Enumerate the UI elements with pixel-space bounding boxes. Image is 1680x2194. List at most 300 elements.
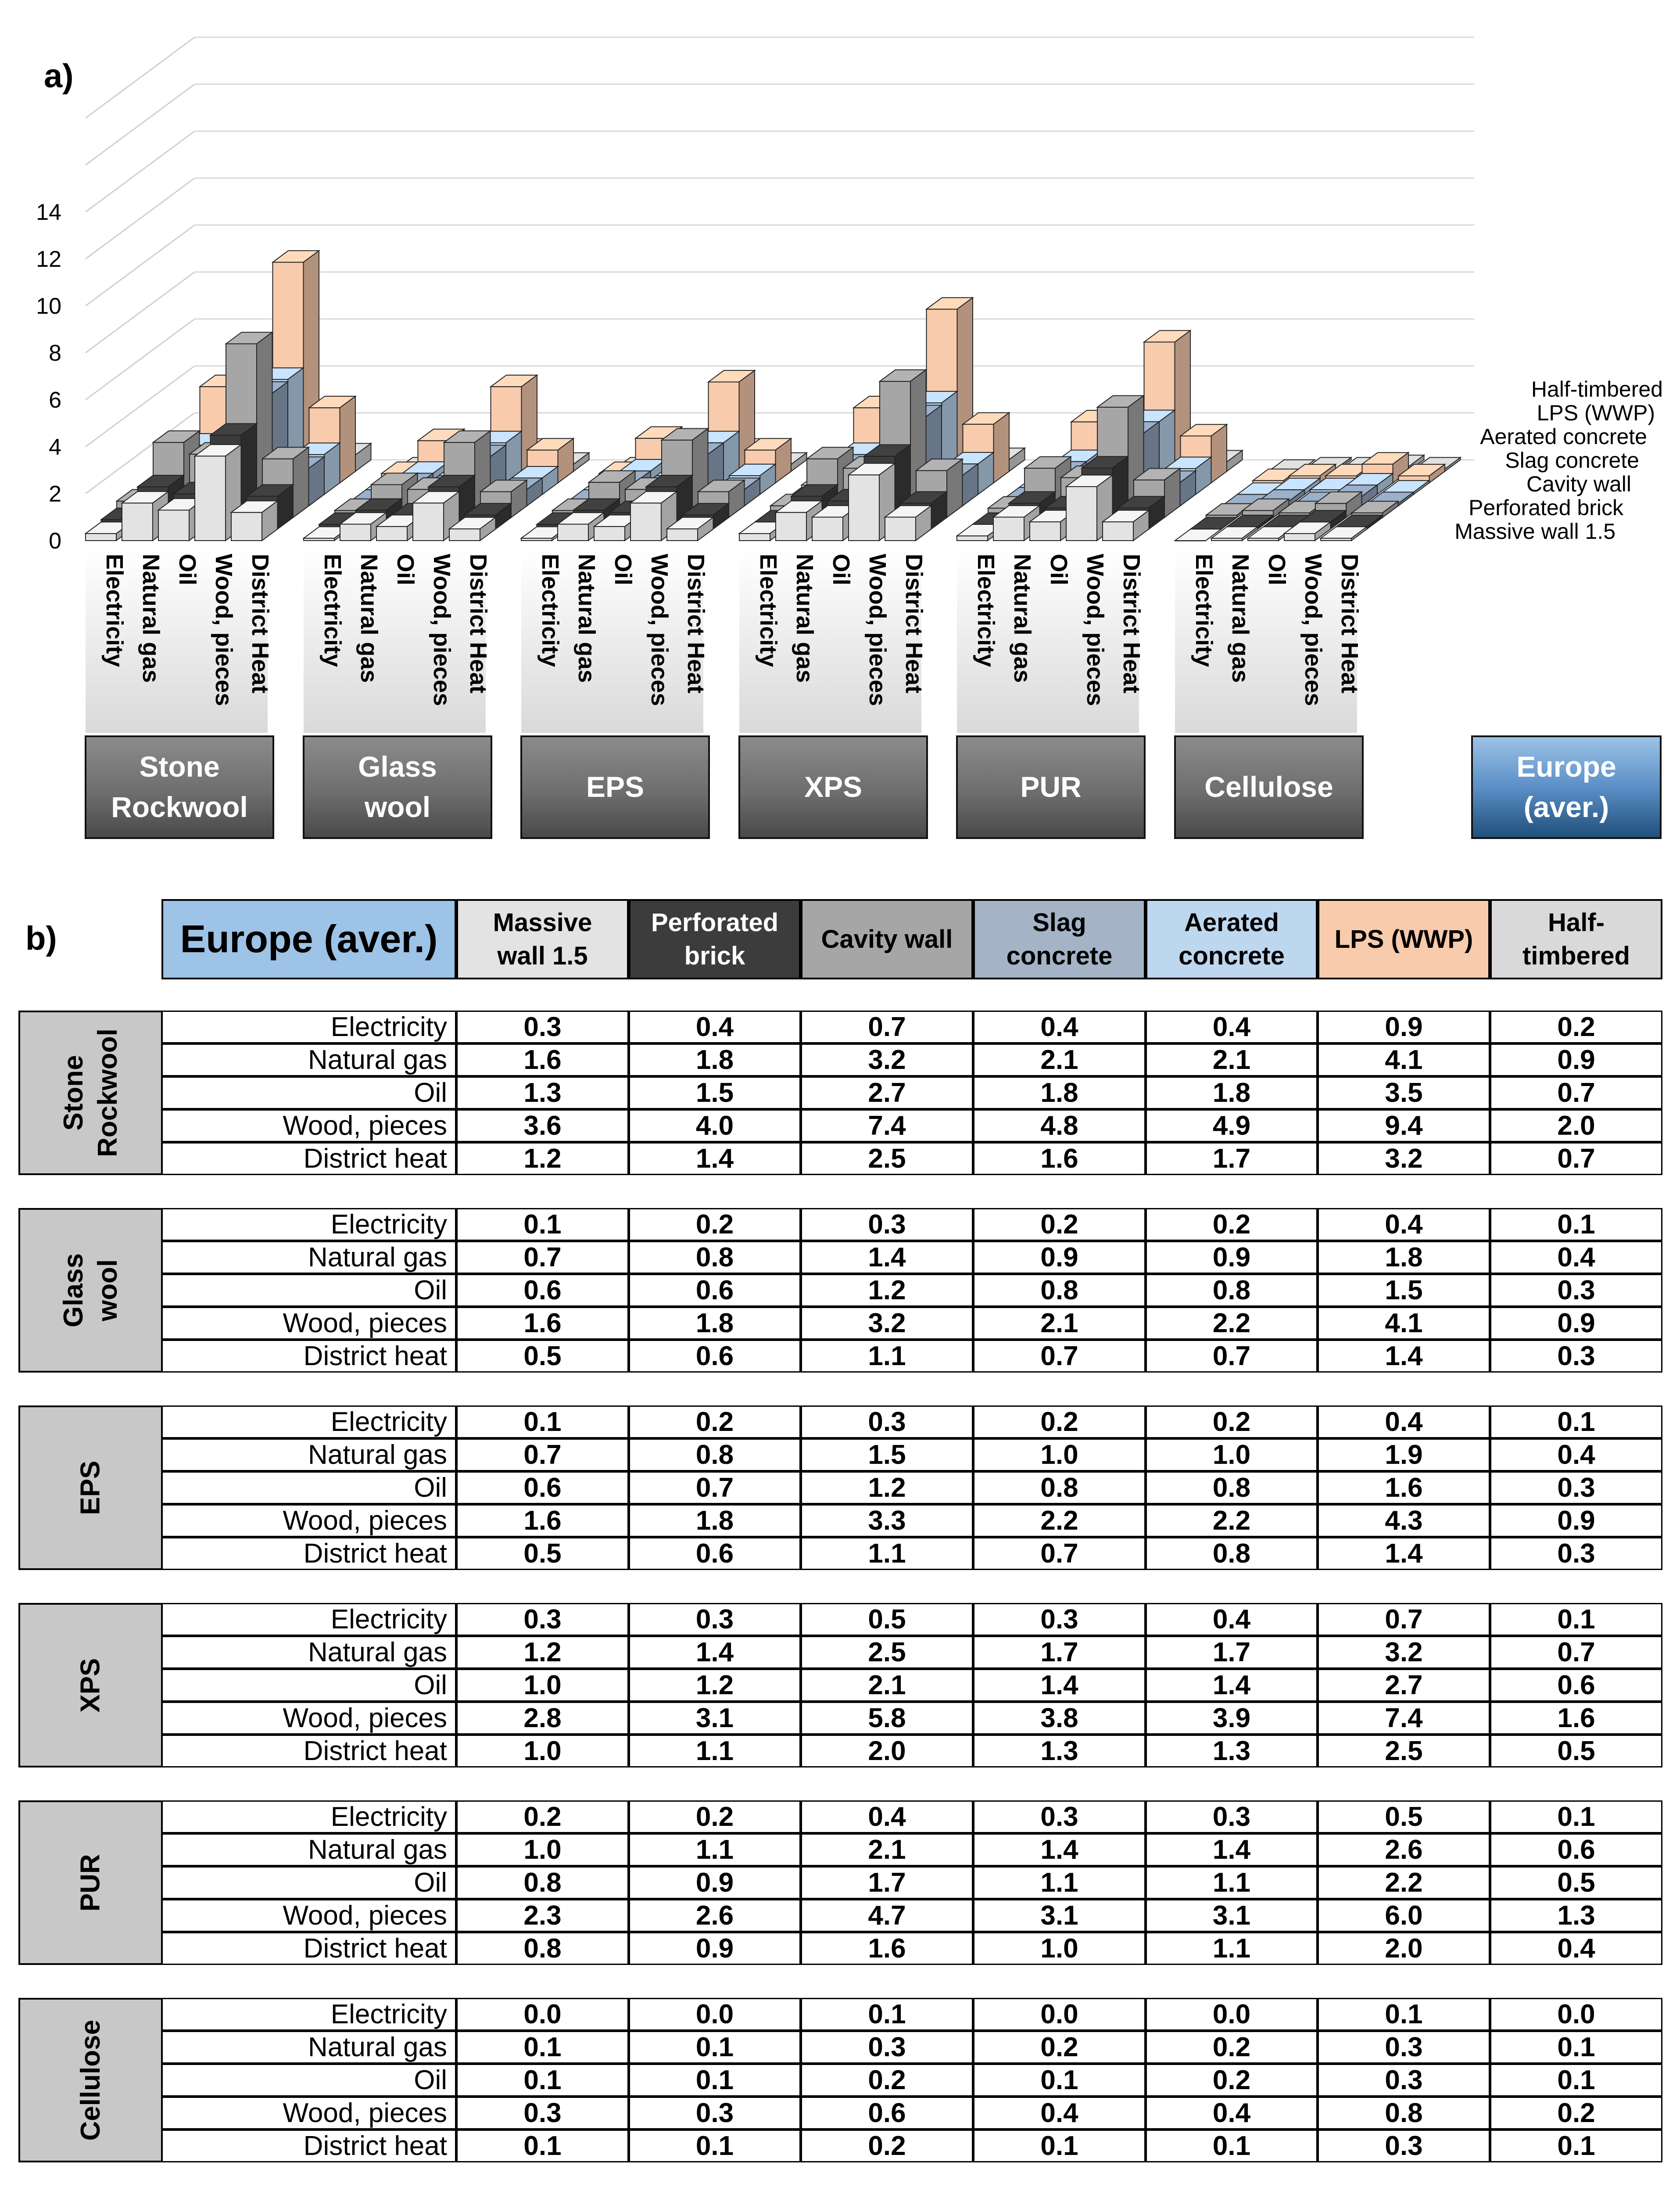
gridline-side [86, 225, 195, 306]
table-cell: 0.4 [1490, 1932, 1662, 1965]
table-cell: 1.6 [456, 1504, 629, 1537]
column-header: Half- timbered [1490, 899, 1662, 979]
table-cell: 3.2 [801, 1043, 973, 1076]
table-cell: 0.6 [456, 1471, 629, 1504]
row-label: Wood, pieces [161, 1109, 456, 1142]
table-cell: 4.8 [973, 1109, 1146, 1142]
table-cell: 0.5 [1490, 1735, 1662, 1767]
table-cell: 0.1 [801, 1998, 973, 2031]
table-cell: 2.8 [456, 1702, 629, 1735]
group-label: PUR [75, 1854, 106, 1911]
table-cell: 3.8 [973, 1702, 1146, 1735]
table-cell: 0.2 [629, 1800, 801, 1833]
row-label: Electricity [161, 1208, 456, 1241]
row-label: District heat [161, 1537, 456, 1570]
table-cell: 1.7 [1146, 1142, 1318, 1175]
gridline-side [86, 319, 195, 400]
table-cell: 1.4 [629, 1636, 801, 1669]
category-label: District Heat [1336, 554, 1363, 694]
row-label: District heat [161, 1735, 456, 1767]
table-cell: 0.6 [801, 2097, 973, 2129]
table-cell: 1.5 [1318, 1274, 1490, 1307]
table-cell: 2.0 [1318, 1932, 1490, 1965]
row-label: Natural gas [161, 1833, 456, 1866]
table-cell: 1.4 [801, 1241, 973, 1274]
table-cell: 0.3 [1318, 2031, 1490, 2064]
table-cell: 1.4 [1146, 1833, 1318, 1866]
table-title: Europe (aver.) [161, 899, 456, 979]
row-label: Oil [161, 2064, 456, 2097]
table-cell: 0.4 [1490, 1438, 1662, 1471]
group-button [957, 736, 1145, 838]
table-cell: 1.0 [973, 1932, 1146, 1965]
table-cell: 2.1 [801, 1669, 973, 1702]
row-label: Oil [161, 1866, 456, 1899]
category-label: Natural gas [1009, 554, 1035, 683]
row-label: District heat [161, 2129, 456, 2162]
table-cell: 0.8 [629, 1438, 801, 1471]
row-label: Wood, pieces [161, 1504, 456, 1537]
row-label: Natural gas [161, 1241, 456, 1274]
table-cell: 0.1 [629, 2031, 801, 2064]
row-label: Electricity [161, 1603, 456, 1636]
table-cell: 0.7 [456, 1241, 629, 1274]
table-cell: 0.3 [456, 1011, 629, 1043]
category-label: Wood, pieces [429, 554, 455, 706]
table-cell: 1.2 [629, 1669, 801, 1702]
table-cell: 0.1 [1490, 1603, 1662, 1636]
y-tick-label: 8 [49, 341, 61, 366]
table-cell: 1.8 [973, 1076, 1146, 1109]
table-cell: 3.1 [629, 1702, 801, 1735]
table-cell: 0.7 [1490, 1142, 1662, 1175]
table-cell: 0.2 [1146, 2064, 1318, 2097]
column-header: Perforated brick [629, 899, 801, 979]
row-label: Oil [161, 1274, 456, 1307]
table-cell: 0.2 [1146, 1208, 1318, 1241]
y-tick-label: 4 [49, 434, 61, 460]
table-cell: 0.9 [629, 1866, 801, 1899]
table-cell: 0.1 [1490, 2064, 1662, 2097]
category-label: Electricity [1191, 554, 1217, 667]
table-cell: 0.4 [1146, 1011, 1318, 1043]
table-cell: 0.2 [973, 2031, 1146, 2064]
series-label: Aerated concrete [1480, 424, 1647, 449]
table-cell: 0.2 [1146, 2031, 1318, 2064]
series-label: Cavity wall [1526, 472, 1631, 496]
category-label: Wood, pieces [646, 554, 673, 706]
bar [231, 501, 278, 541]
group-header [18, 1011, 163, 1175]
category-label: Oil [828, 554, 854, 586]
category-label: Oil [1046, 554, 1072, 586]
table-cell: 2.5 [801, 1636, 973, 1669]
category-label: Natural gas [1227, 554, 1254, 683]
group-button [304, 736, 491, 838]
table-cell: 1.1 [973, 1866, 1146, 1899]
category-label: Wood, pieces [211, 554, 237, 706]
table-cell: 0.0 [456, 1998, 629, 2031]
row-label: Electricity [161, 1405, 456, 1438]
row-label: Natural gas [161, 1043, 456, 1076]
panel-b-label: b) [25, 920, 57, 957]
category-label: Oil [174, 554, 201, 586]
category-label: District Heat [1118, 554, 1145, 694]
table-cell: 0.6 [629, 1340, 801, 1373]
table-cell: 0.4 [1146, 2097, 1318, 2129]
table-cell: 0.6 [1490, 1669, 1662, 1702]
row-label: Natural gas [161, 1438, 456, 1471]
y-tick-label: 10 [36, 294, 61, 319]
table-cell: 1.6 [801, 1932, 973, 1965]
table-cell: 0.3 [1318, 2129, 1490, 2162]
row-label: Wood, pieces [161, 1307, 456, 1340]
table-cell: 7.4 [1318, 1702, 1490, 1735]
group-label: Stone Rockwool [58, 1029, 123, 1157]
table-cell: 0.4 [973, 2097, 1146, 2129]
table-cell: 0.4 [973, 1011, 1146, 1043]
table-cell: 0.3 [801, 2031, 973, 2064]
table-cell: 2.1 [973, 1043, 1146, 1076]
table-cell: 0.7 [1146, 1340, 1318, 1373]
column-header: Massive wall 1.5 [456, 899, 629, 979]
table-cell: 1.4 [1318, 1537, 1490, 1570]
table-cell: 0.3 [456, 2097, 629, 2129]
table-cell: 2.7 [801, 1076, 973, 1109]
table-cell: 2.2 [1146, 1504, 1318, 1537]
table-cell: 0.9 [1490, 1043, 1662, 1076]
table-cell: 0.3 [629, 1603, 801, 1636]
table-cell: 1.4 [1318, 1340, 1490, 1373]
group-label: EPS [75, 1460, 106, 1515]
table-cell: 1.6 [1318, 1471, 1490, 1504]
table-cell: 0.4 [1318, 1405, 1490, 1438]
table-cell: 1.8 [629, 1307, 801, 1340]
table-cell: 0.8 [973, 1274, 1146, 1307]
table-cell: 2.2 [1146, 1307, 1318, 1340]
table-cell: 1.1 [801, 1537, 973, 1570]
table-cell: 0.2 [973, 1208, 1146, 1241]
series-label: Massive wall 1.5 [1454, 519, 1616, 544]
table-cell: 0.2 [801, 2129, 973, 2162]
table-cell: 0.4 [1318, 1208, 1490, 1241]
table-cell: 2.1 [801, 1833, 973, 1866]
category-label: District Heat [901, 554, 927, 694]
gridline-side [86, 37, 195, 118]
table-cell: 0.2 [629, 1405, 801, 1438]
table-cell: 1.7 [801, 1866, 973, 1899]
table-cell: 2.1 [1146, 1043, 1318, 1076]
table-cell: 0.1 [456, 2031, 629, 2064]
row-label: District heat [161, 1142, 456, 1175]
table-cell: 3.3 [801, 1504, 973, 1537]
table-cell: 3.2 [801, 1307, 973, 1340]
group-header [18, 1208, 163, 1373]
table-cell: 0.1 [1490, 1405, 1662, 1438]
table-cell: 0.2 [973, 1405, 1146, 1438]
table-cell: 0.8 [629, 1241, 801, 1274]
column-header: Slag concrete [973, 899, 1146, 979]
region-button [1472, 736, 1661, 838]
table-cell: 1.5 [629, 1076, 801, 1109]
table-cell: 1.2 [456, 1636, 629, 1669]
table-cell: 0.1 [456, 1405, 629, 1438]
table-cell: 1.7 [973, 1636, 1146, 1669]
table-cell: 3.2 [1318, 1142, 1490, 1175]
group-label: Stone [139, 750, 220, 783]
table-cell: 1.5 [801, 1438, 973, 1471]
table-cell: 0.8 [1318, 2097, 1490, 2129]
table-cell: 1.0 [456, 1669, 629, 1702]
table-cell: 0.6 [629, 1537, 801, 1570]
row-label: Oil [161, 1669, 456, 1702]
table-cell: 2.5 [801, 1142, 973, 1175]
table-cell: 0.5 [801, 1603, 973, 1636]
gridline-side [86, 84, 195, 165]
table-cell: 0.1 [629, 2064, 801, 2097]
table-cell: 1.8 [1318, 1241, 1490, 1274]
series-label: Perforated brick [1469, 495, 1623, 520]
table-cell: 1.1 [1146, 1866, 1318, 1899]
row-label: District heat [161, 1340, 456, 1373]
table-cell: 0.0 [1146, 1998, 1318, 2031]
table-cell: 1.0 [1146, 1438, 1318, 1471]
table-cell: 0.3 [1490, 1471, 1662, 1504]
table-cell: 2.5 [1318, 1735, 1490, 1767]
series-label: LPS (WWP) [1537, 401, 1655, 425]
table-cell: 0.7 [1490, 1636, 1662, 1669]
series-label: Half-timbered [1531, 377, 1663, 402]
table-cell: 0.9 [973, 1241, 1146, 1274]
category-label: Electricity [319, 554, 346, 667]
table-cell: 0.4 [1490, 1241, 1662, 1274]
table-cell: 3.2 [1318, 1636, 1490, 1669]
table-cell: 1.3 [973, 1735, 1146, 1767]
table-cell: 0.3 [801, 1405, 973, 1438]
table-cell: 3.9 [1146, 1702, 1318, 1735]
y-tick-label: 12 [36, 247, 61, 272]
table-cell: 3.5 [1318, 1076, 1490, 1109]
row-label: Oil [161, 1471, 456, 1504]
table-cell: 4.0 [629, 1109, 801, 1142]
y-tick-label: 2 [49, 481, 61, 507]
table-cell: 1.8 [629, 1504, 801, 1537]
table-cell: 0.1 [973, 2064, 1146, 2097]
table-cell: 0.4 [629, 1011, 801, 1043]
group-header [18, 1603, 163, 1767]
gridline-side [86, 131, 195, 212]
category-label: Natural gas [573, 554, 600, 683]
table-cell: 0.7 [456, 1438, 629, 1471]
table-cell: 1.2 [801, 1471, 973, 1504]
group-label: Rockwool [111, 791, 248, 823]
table-cell: 0.2 [1146, 1405, 1318, 1438]
row-label: Natural gas [161, 1636, 456, 1669]
row-label: Wood, pieces [161, 1702, 456, 1735]
table-cell: 0.1 [1490, 1800, 1662, 1833]
table-cell: 1.9 [1318, 1438, 1490, 1471]
table-cell: 0.3 [1490, 1537, 1662, 1570]
results-table [0, 895, 1680, 2194]
table-cell: 1.7 [1146, 1636, 1318, 1669]
table-cell: 1.3 [1146, 1735, 1318, 1767]
table-cell: 0.3 [973, 1800, 1146, 1833]
table-cell: 0.5 [1318, 1800, 1490, 1833]
table-cell: 9.4 [1318, 1109, 1490, 1142]
series-label: Slag concrete [1505, 448, 1639, 473]
row-label: Electricity [161, 1998, 456, 2031]
table-cell: 0.6 [629, 1274, 801, 1307]
table-cell: 0.4 [1146, 1603, 1318, 1636]
group-header [18, 1998, 163, 2162]
gridline-side [86, 178, 195, 259]
table-cell: 1.4 [973, 1669, 1146, 1702]
category-label: District Heat [683, 554, 709, 694]
category-label: Oil [610, 554, 636, 586]
category-label: Oil [392, 554, 419, 586]
table-cell: 3.1 [1146, 1899, 1318, 1932]
table-cell: 0.8 [1146, 1471, 1318, 1504]
table-cell: 1.3 [456, 1076, 629, 1109]
group-label: Glass wool [58, 1253, 123, 1327]
table-cell: 0.8 [1146, 1537, 1318, 1570]
row-label: Electricity [161, 1011, 456, 1043]
table-cell: 1.4 [973, 1833, 1146, 1866]
category-label: Electricity [537, 554, 563, 667]
category-label: Natural gas [138, 554, 164, 683]
table-cell: 1.3 [1490, 1899, 1662, 1932]
table-cell: 4.7 [801, 1899, 973, 1932]
table-cell: 1.6 [973, 1142, 1146, 1175]
table-cell: 0.7 [973, 1340, 1146, 1373]
table-cell: 2.0 [1490, 1109, 1662, 1142]
category-label: Electricity [101, 554, 128, 667]
table-cell: 4.1 [1318, 1043, 1490, 1076]
table-cell: 0.5 [456, 1537, 629, 1570]
row-label: District heat [161, 1932, 456, 1965]
table-cell: 0.3 [1490, 1340, 1662, 1373]
group-label: XPS [804, 771, 863, 803]
table-cell: 2.2 [973, 1504, 1146, 1537]
table-cell: 0.7 [801, 1011, 973, 1043]
table-cell: 3.6 [456, 1109, 629, 1142]
table-cell: 1.0 [456, 1735, 629, 1767]
group-label: Cellulose [75, 2019, 106, 2141]
table-cell: 1.1 [1146, 1932, 1318, 1965]
table-cell: 0.3 [456, 1603, 629, 1636]
table-cell: 6.0 [1318, 1899, 1490, 1932]
table-cell: 0.2 [456, 1800, 629, 1833]
table-cell: 2.7 [1318, 1669, 1490, 1702]
region-label: Europe [1516, 750, 1616, 783]
table-cell: 0.5 [1490, 1866, 1662, 1899]
table-cell: 1.8 [1146, 1076, 1318, 1109]
table-cell: 2.0 [801, 1735, 973, 1767]
category-label: Wood, pieces [1082, 554, 1108, 706]
table-cell: 2.6 [1318, 1833, 1490, 1866]
table-cell: 0.5 [456, 1340, 629, 1373]
group-label: Cellulose [1204, 771, 1333, 803]
table-cell: 0.9 [1146, 1241, 1318, 1274]
table-cell: 0.0 [973, 1998, 1146, 2031]
region-label: (aver.) [1523, 791, 1609, 823]
group-button [521, 736, 709, 838]
table-cell: 0.7 [1318, 1603, 1490, 1636]
table-cell: 0.8 [1146, 1274, 1318, 1307]
table-cell: 0.9 [629, 1932, 801, 1965]
table-cell: 0.4 [801, 1800, 973, 1833]
category-label: Natural gas [356, 554, 382, 683]
table-cell: 1.2 [456, 1142, 629, 1175]
table-cell: 1.4 [1146, 1669, 1318, 1702]
table-cell: 0.9 [1490, 1504, 1662, 1537]
table-cell: 0.1 [456, 2064, 629, 2097]
column-header: Aerated concrete [1146, 899, 1318, 979]
column-header: Cavity wall [801, 899, 973, 979]
table-cell: 0.1 [1490, 2031, 1662, 2064]
table-cell: 1.6 [456, 1307, 629, 1340]
table-cell: 1.6 [1490, 1702, 1662, 1735]
table-cell: 1.0 [973, 1438, 1146, 1471]
row-label: Natural gas [161, 2031, 456, 2064]
group-button [1175, 736, 1363, 838]
table-cell: 0.8 [456, 1866, 629, 1899]
table-cell: 1.1 [629, 1735, 801, 1767]
row-label: Wood, pieces [161, 2097, 456, 2129]
group-button [86, 736, 273, 838]
group-header [18, 1405, 163, 1570]
group-label: XPS [75, 1658, 106, 1713]
group-label: wool [364, 791, 431, 823]
y-tick-label: 14 [36, 200, 61, 225]
table-cell: 0.0 [1490, 1998, 1662, 2031]
table-cell: 0.1 [456, 2129, 629, 2162]
table-cell: 7.4 [801, 1109, 973, 1142]
group-header [18, 1800, 163, 1965]
table-cell: 0.8 [456, 1932, 629, 1965]
table-cell: 4.3 [1318, 1504, 1490, 1537]
table-cell: 0.1 [1318, 1998, 1490, 2031]
table-cell: 1.0 [456, 1833, 629, 1866]
table-cell: 4.1 [1318, 1307, 1490, 1340]
table-cell: 1.8 [629, 1043, 801, 1076]
category-label: Electricity [973, 554, 999, 667]
table-cell: 0.3 [1146, 1800, 1318, 1833]
table-cell: 0.3 [629, 2097, 801, 2129]
table-cell: 0.1 [1490, 1208, 1662, 1241]
bar-chart-3d [0, 0, 1680, 873]
table-cell: 0.0 [629, 1998, 801, 2031]
y-tick-label: 6 [49, 387, 61, 413]
table-cell: 0.7 [629, 1471, 801, 1504]
table-cell: 0.7 [973, 1537, 1146, 1570]
table-cell: 3.1 [973, 1899, 1146, 1932]
category-label: Electricity [755, 554, 781, 667]
group-label: PUR [1020, 771, 1082, 803]
category-label: Wood, pieces [864, 554, 891, 706]
group-button [739, 736, 927, 838]
table-cell: 0.2 [1490, 2097, 1662, 2129]
table-cell: 5.8 [801, 1702, 973, 1735]
table-cell: 0.1 [973, 2129, 1146, 2162]
table-cell: 0.6 [1490, 1833, 1662, 1866]
panel-a-label: a) [44, 57, 74, 95]
table-cell: 0.2 [629, 1208, 801, 1241]
table-cell: 0.3 [1490, 1274, 1662, 1307]
table-cell: 2.2 [1318, 1866, 1490, 1899]
table-cell: 0.9 [1490, 1307, 1662, 1340]
row-label: Oil [161, 1076, 456, 1109]
